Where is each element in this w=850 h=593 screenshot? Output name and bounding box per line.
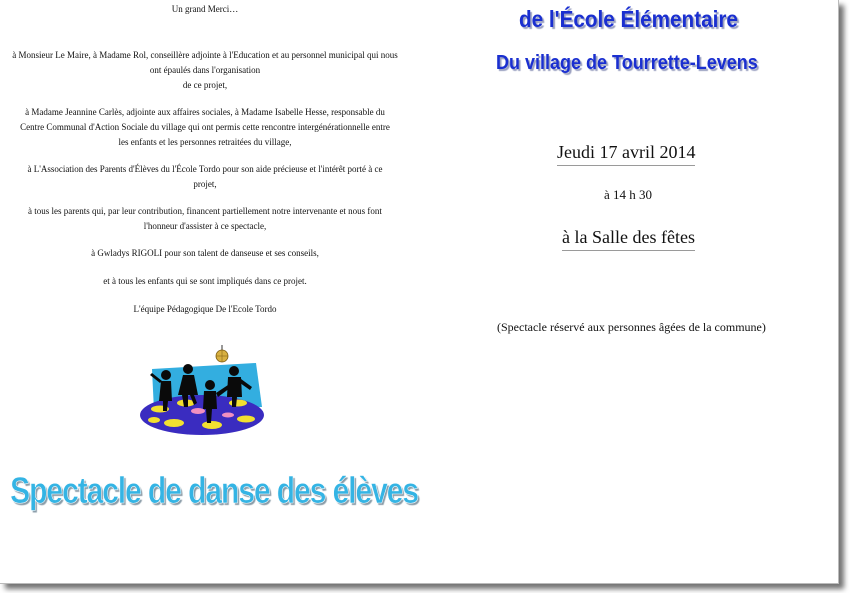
thanks-paragraph: de ce projet, [182, 80, 228, 90]
thanks-signature: L'équipe Pédagogique De l'Ecole Tordo [133, 304, 277, 314]
school-name-line-2: Du village de Tourrette-Levens [496, 52, 758, 74]
show-title: Spectacle de danse des élèves [10, 470, 418, 511]
thanks-paragraph: et à tous les enfants qui se sont impliqués dans ce projet. [103, 276, 307, 286]
thanks-paragraph: à Monsieur Le Maire, à Madame Rol, conseillère adjointe à l'Education et au personnel municipal qui nous ont épaulés dans l'organisation [12, 50, 398, 75]
dancing-kids-illustration [138, 345, 266, 437]
school-name-line-1: de l'École Élémentaire [519, 6, 738, 32]
event-date: Jeudi 17 avril 2014 [557, 142, 695, 166]
thanks-title: Un grand Merci… [171, 4, 239, 14]
disco-ball-icon [216, 345, 228, 362]
thanks-paragraph: à L'Association des Parents d'Élèves du l'École Tordo pour son aide précieuse et l'intérêt porté à ce projet, [27, 164, 383, 189]
thanks-column [10, 2, 400, 317]
event-time: à 14 h 30 [604, 187, 653, 202]
thanks-paragraph: à Gwladys RIGOLI pour son talent de danseuse et ses conseils, [91, 248, 319, 258]
audience-note: (Spectacle réservé aux personnes âgées de la commune) [497, 320, 766, 334]
event-venue: à la Salle des fêtes [562, 227, 695, 251]
thanks-paragraph: à tous les parents qui, par leur contribution, financent partiellement notre intervenante et nous font l'honneur d'assister à ce spectacle, [28, 206, 382, 231]
thanks-paragraph: à Madame Jeannine Carlès, adjointe aux affaires sociales, à Madame Isabelle Hesse, responsable du Centre Communal d'Action Sociale du village qui ont permis cette rencontre intergénérationnelle entre les enfants et les personnes retraitées du village, [20, 107, 390, 147]
